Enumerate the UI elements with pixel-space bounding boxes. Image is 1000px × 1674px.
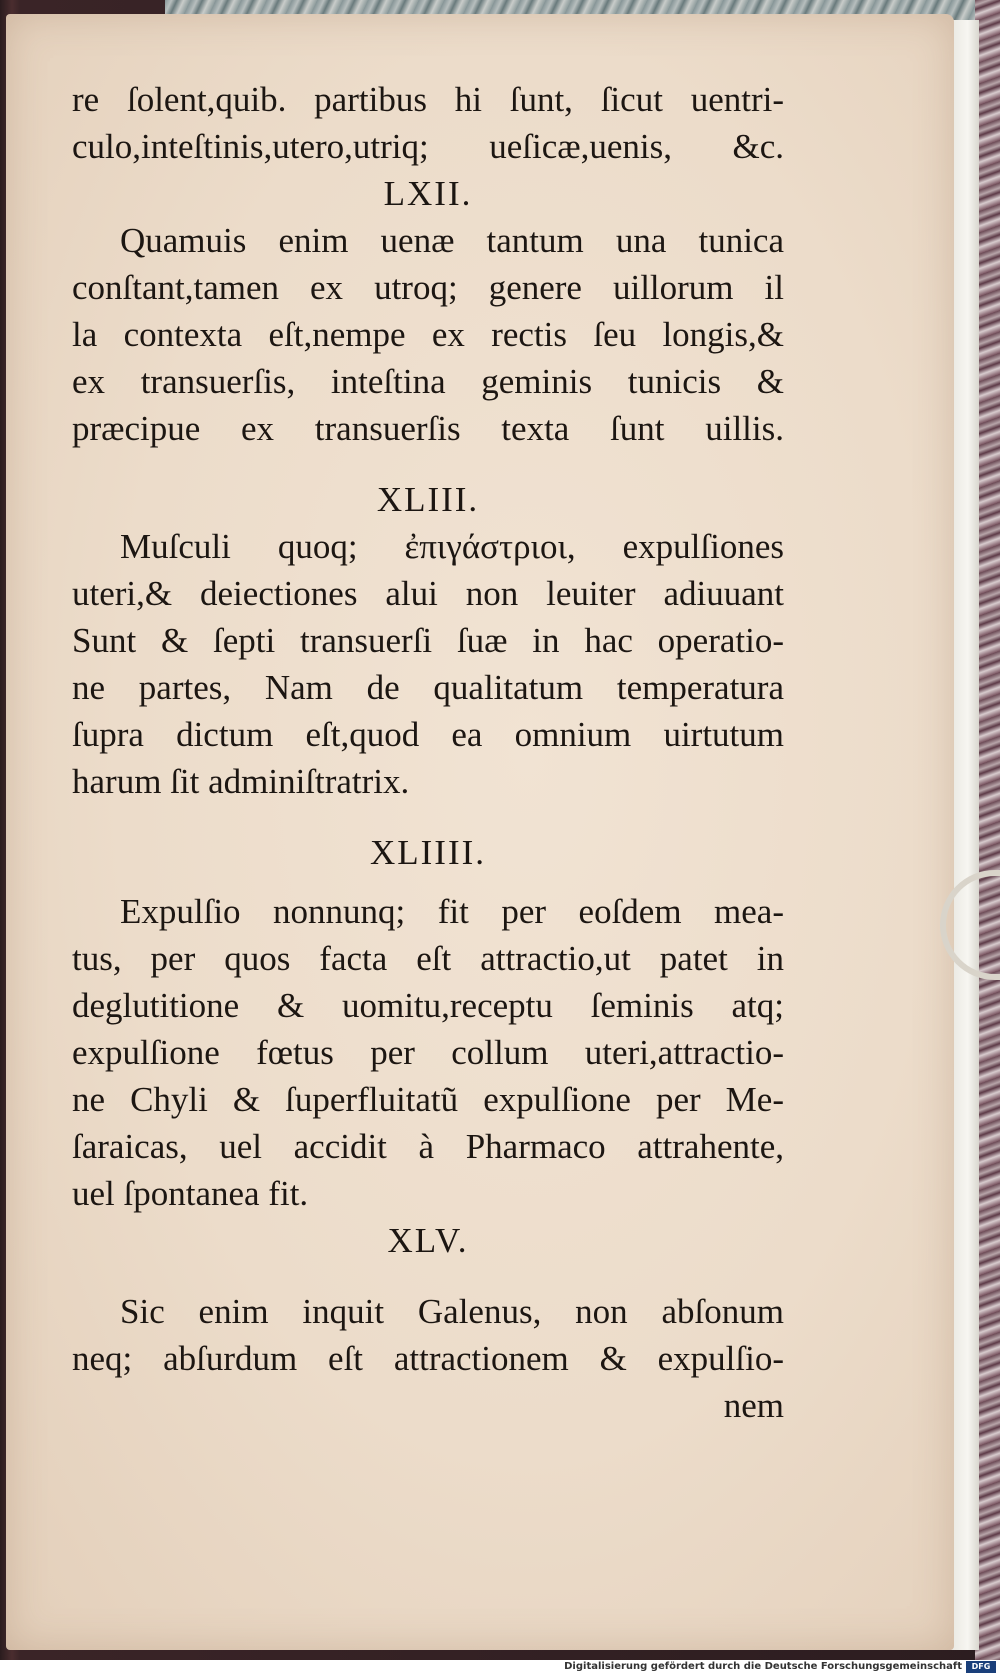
text-line: harum ſit adminiſtratrix.	[72, 762, 410, 801]
text-line: ſaraicas, uel accidit à Pharmaco attrahente,	[72, 1127, 784, 1166]
page-text	[72, 76, 784, 1429]
text-line: deglutitione & uomitu,receptu ſeminis atq;	[72, 986, 784, 1025]
text-line: ſupra dictum eſt,quod ea omnium uirtutum	[72, 715, 784, 754]
funding-credit: Digitalisierung gefördert durch die Deutsche Forschungsgemeinschaft	[564, 1661, 962, 1672]
text-line: præcipue ex transuerſis texta ſunt uillis.	[72, 409, 784, 448]
text-line: ex transuerſis, inteſtina geminis tunicis &	[72, 362, 784, 401]
text-line: Sunt & ſepti transuerſi ſuæ in hac operatio-	[72, 621, 784, 660]
text-line: uel ſpontanea fit.	[72, 1174, 309, 1213]
text-line: la contexta eſt,nempe ex rectis ſeu longis,&	[72, 315, 784, 354]
section-heading: XLV.	[387, 1221, 469, 1260]
catchword: nem	[723, 1386, 784, 1425]
dfg-logo: DFG	[966, 1661, 996, 1673]
section-heading: XLIII.	[376, 480, 480, 519]
text-line: expulſione fœtus per collum uteri,attractio-	[72, 1033, 784, 1072]
text-line: Muſculi quoq; ἐπιγάστριοι, expulſiones	[120, 527, 784, 566]
endpaper	[950, 20, 979, 1650]
text-line: culo,inteſtinis,utero,utriq; ueſicæ,uenis, &c.	[72, 127, 784, 166]
text-line: tus, per quos facta eſt attractio,ut patet in	[72, 939, 784, 978]
text-line: Sic enim inquit Galenus, non abſonum	[120, 1292, 784, 1331]
section-heading: LXII.	[383, 174, 473, 213]
section-heading: XLIIII.	[369, 833, 487, 872]
text-line: ne partes, Nam de qualitatum temperatura	[72, 668, 784, 707]
text-line: re ſolent,quib. partibus hi ſunt, ſicut uentri-	[72, 80, 784, 119]
digitization-footer	[0, 1660, 1000, 1674]
text-line: neq; abſurdum eſt attractionem & expulſio-	[72, 1339, 784, 1378]
text-line: ne Chyli & ſuperfluitatũ expulſione per Me-	[72, 1080, 784, 1119]
text-line: Expulſio nonnunq; fit per eoſdem mea-	[120, 892, 784, 931]
text-line: Quamuis enim uenæ tantum una tunica	[120, 221, 784, 260]
text-line: uteri,& deiectiones alui non leuiter adiuuant	[72, 574, 784, 613]
text-line: conſtant,tamen ex utroq; genere uillorum il	[72, 268, 784, 307]
